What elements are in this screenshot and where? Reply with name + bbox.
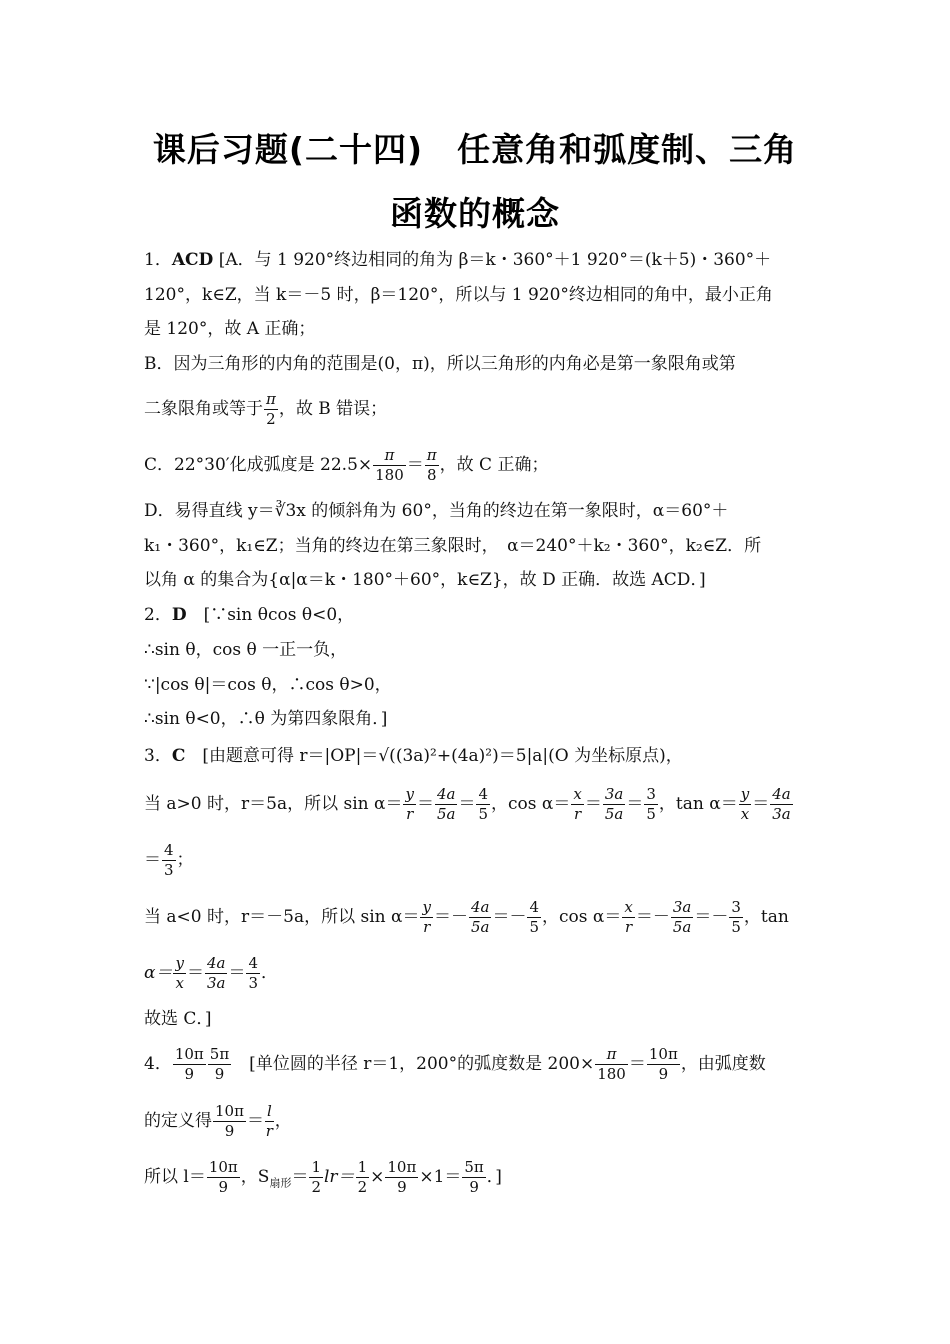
- q4-line-1: 4． $\frac{10\pi}{9}$ $\frac{5\pi}{9}$ [单位圆的半径 r＝1，200°的弧度数是 200× $\frac{\pi}{180}$ ＝ $\frac{10\pi}{9}$ ，由弧度数: [144, 1045, 766, 1083]
- page-title-line1: 课后习题(二十四) 任意角和弧度制、三角: [152, 130, 798, 169]
- q3-positive-tan-result: ＝ $\frac{4}{3}$ ；: [144, 841, 194, 879]
- q3-line-end: 故选 C．]: [144, 1009, 212, 1029]
- q1-b-line-1: B．因为三角形的内角的范围是(0，π)，所以三角形的内角必是第一象限角或第: [144, 354, 736, 374]
- q2-line-1: 2．D [∵sin θcos θ<0，: [144, 605, 355, 625]
- q1-d-line-3: 以角 α 的集合为{α|α＝k・180°＋60°，k∈Z}，故 D 正确．故选 ACD．]: [144, 570, 706, 590]
- q3-negative-tan: α＝ $\frac{y}{x}=$ $\frac{4a}{3a}=$ $\frac{4}{3}$ ．: [144, 954, 279, 992]
- q3-positive-line: 当 a>0 时，r＝5a，所以 sin α＝ $\frac{y}{r}=$ $\frac{4a}{5a}=$ $\frac{4}{5}$ ，cos α＝ $\frac{x}{r}=$ $\frac{3a}{5a}=$ $\frac{3}{5}$ ，tan α＝ $\frac{y}{x}=$ $\frac{4a}{3a}$: [144, 785, 791, 823]
- q1-line-1: 1．ACD [A．与 1 920°终边相同的角为 β＝k・360°＋1 920°＝(k＋5)・360°＋: [144, 250, 772, 270]
- q1-d-line-1: D．易得直线 y＝∛3x 的倾斜角为 60°，当角的终边在第一象限时，α＝60°＋: [144, 501, 729, 521]
- q1-c-line: C．22°30′化成弧度是 22.5× $\frac{\pi}{180}$ ＝ $\frac{\pi}{8}$ ，故 C 正确；: [144, 446, 549, 484]
- q4-line-2: 的定义得 $\frac{10\pi}{9}$ ＝ $\frac{l}{r}$，: [144, 1102, 292, 1140]
- q1-line-2: 120°，k∈Z，当 k＝－5 时，β＝120°，所以与 1 920°终边相同的角中，最小正角: [144, 285, 773, 305]
- q1-b-line-2: 二象限角或等于 $\frac{\pi}{2}$ ，故 B 错误；: [144, 390, 388, 428]
- q2-line-4: ∴sin θ<0，∴θ 为第四象限角．]: [144, 709, 388, 729]
- q4-line-3: 所以 l＝ $\frac{10\pi}{9}$ ，$S_{扇形}=$ $\frac{1}{2}$ lr＝ $\frac{1}{2}$ × $\frac{10\pi}{9}$ ×1＝ $\frac{5\pi}{9}$ ．]: [144, 1158, 502, 1196]
- q1-line-3: 是 120°，故 A 正确；: [144, 319, 316, 339]
- page-title-line2: 函数的概念: [390, 194, 560, 233]
- q1-d-line-2: k₁・360°，k₁∈Z；当角的终边在第三象限时， α＝240°＋k₂・360°，k₂∈Z．所: [144, 536, 762, 556]
- q3-negative-line: 当 a<0 时，r＝－5a，所以 sin α＝ $\frac{y}{r}=-$ $\frac{4a}{5a}=-$ $\frac{4}{5}$ ，cos α＝ $\frac{x}{r}=-$ $\frac{3a}{5a}=-$ $\frac{3}{5}$ ，tan: [144, 898, 789, 936]
- q2-line-2: ∴sin θ，cos θ 一正一负，: [144, 640, 348, 660]
- q3-line-1: 3．C [由题意可得 r＝|OP|＝√((3a)²+(4a)²)＝5|a|(O 为坐标原点)，: [144, 746, 683, 766]
- q2-line-3: ∵|cos θ|＝cos θ，∴cos θ>0，: [144, 675, 392, 695]
